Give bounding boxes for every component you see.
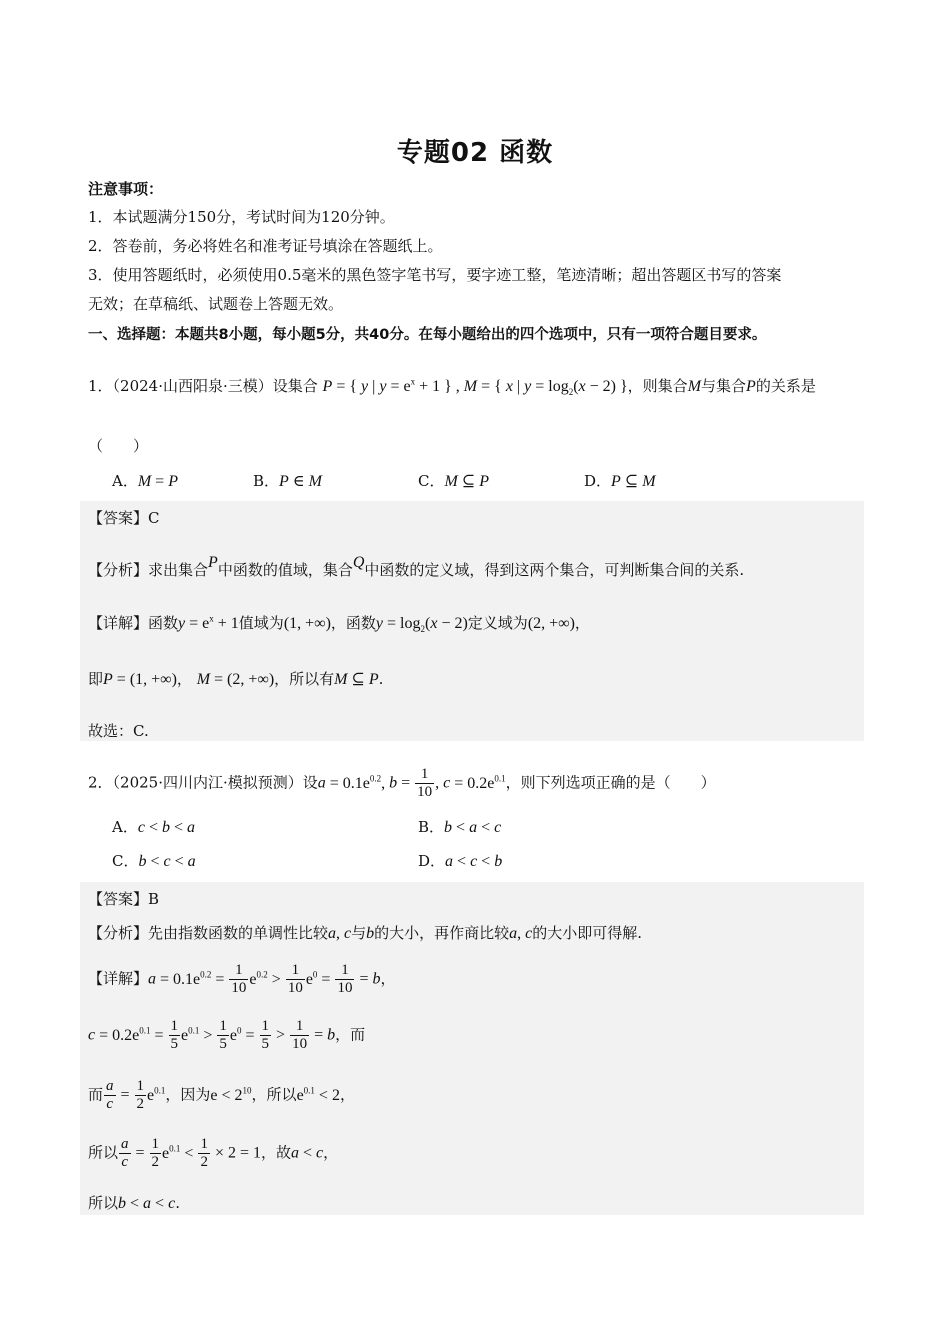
q2-option-c[interactable]: C．b < c < a — [112, 852, 196, 870]
notice-item-3: 3．使用答题纸时，必须使用0.5毫米的黑色签字笔书写，要字迹工整，笔迹清晰；超出答题区书写的答案 — [88, 266, 782, 284]
q2-detail-line-1: 【详解】$a = 0.1e^{0.2}$ = $\frac{1}{10}$ $e^{0.2}$ > $\frac{1}{10}$ $e^0$ = $\frac{1}{10}$ = b， — [88, 962, 396, 996]
q2-option-a[interactable]: A．c < b < a — [112, 818, 196, 836]
q2-answer: 【答案】B — [88, 890, 160, 908]
q1-analysis: 【分析】求出集合P中函数的值域，集合Q中函数的定义域，得到这两个集合，可判断集合间的关系. — [88, 554, 745, 579]
q1-option-c[interactable]: C．M ⊆ P — [418, 472, 489, 490]
q1-option-d[interactable]: D．P ⊆ M — [584, 472, 656, 490]
q2-detail-line-4: 所以 $\frac{a}{c}$ = $\frac{1}{2}$ $e^{0.1}$ < $\frac{1}{2}$ × 2 = 1，故a < c， — [88, 1136, 339, 1170]
notice-item-2: 2．答卷前，务必将姓名和准考证号填涂在答题纸上。 — [88, 237, 443, 255]
q1-answer: 【答案】C — [88, 509, 160, 527]
question-2-stem: 2．（2025·四川内江·模拟预测）设$a = 0.1e^{0.2}$, b = $\frac{1}{10}$ , $c = 0.2e^{0.1}$，则下列选项正确的是（ ） — [88, 766, 716, 800]
q2-detail-line-2: $c = 0.2e^{0.1}$ = $\frac{1}{5}$ $e^{0.1}$ > $\frac{1}{5}$ $e^0$ = $\frac{1}{5}$ > $\frac{1}{10}$ = b，而 — [88, 1018, 366, 1052]
q1-detail-line-2: 即P = (1, +∞)， M = (2, +∞)，所以有M ⊆ P. — [88, 670, 384, 688]
q2-detail-line-3: 而 $\frac{a}{c}$ = $\frac{1}{2}$ $e^{0.1}$，因为$e < 2^{10}$，所以$e^{0.1} < 2$， — [88, 1078, 355, 1112]
notice-item-3-cont: 无效；在草稿纸、试题卷上答题无效。 — [88, 295, 344, 313]
q1-option-a[interactable]: A．M = P — [112, 472, 178, 490]
notice-item-1: 1．本试题满分150分，考试时间为120分钟。 — [88, 208, 395, 226]
q1-detail-line-1: 【详解】函数$y = e^x + 1$值域为(1, +∞)，函数$y = \log_2(x - 2)$定义域为(2, +∞)， — [88, 613, 590, 635]
q2-analysis: 【分析】先由指数函数的单调性比较a, c与b的大小，再作商比较a, c的大小即可得解. — [88, 924, 643, 942]
q1-option-b[interactable]: B．P ∈ M — [253, 472, 322, 490]
question-1-paren: （ ） — [88, 437, 149, 455]
section-heading: 一、选择题：本题共8小题，每小题5分，共40分。在每小题给出的四个选项中，只有一项符合题目要求。 — [88, 327, 767, 343]
q1-conclusion: 故选：C. — [88, 722, 149, 740]
q2-option-d[interactable]: D．a < c < b — [418, 852, 503, 870]
page-title: 专题02 函数 — [396, 138, 554, 168]
q2-option-b[interactable]: B．b < a < c — [418, 818, 502, 836]
notice-heading: 注意事项： — [88, 180, 164, 198]
question-1-stem: 1．（2024·山西阳泉·三模）设集合 P = { y | $y = e^x + 1$ } , M = { x | $y = \log_2(x - 2)$ }，则集合M与集合P的关系是 — [88, 376, 816, 398]
q2-detail-line-5: 所以b < a < c. — [88, 1194, 180, 1212]
